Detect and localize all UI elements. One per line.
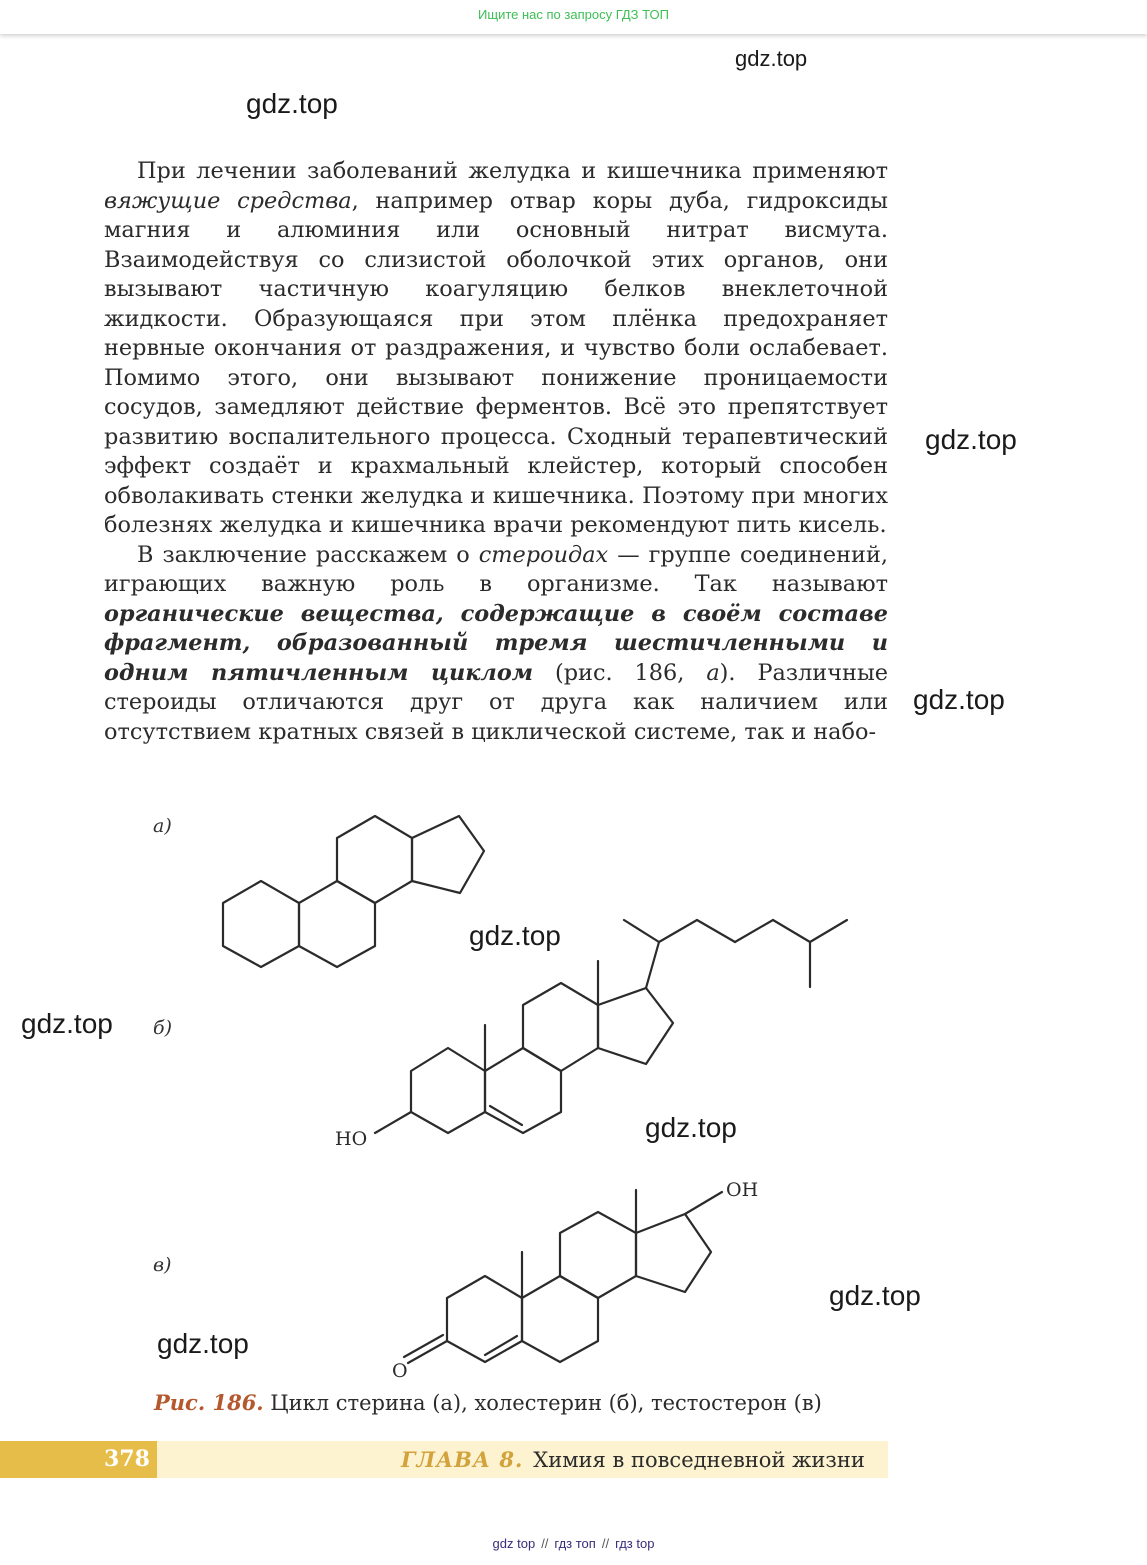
bottom-link[interactable]: гдз топ xyxy=(554,1536,596,1551)
hydroxyl-label-oh: OH xyxy=(726,1179,759,1201)
body-text xyxy=(104,157,888,747)
figure-label-b: б) xyxy=(153,1017,173,1039)
caption-prefix: Рис. 186. xyxy=(154,1390,264,1415)
watermark: gdz.top xyxy=(913,684,1005,715)
figure-label-c: в) xyxy=(153,1254,172,1276)
bottom-links: gdz top // гдз топ // гдз top xyxy=(492,1536,655,1551)
steroid-definition: органические вещества, содержащие в своём составе фрагмент, образованный тремя шестичленными и одним пятичленным циклом xyxy=(104,600,888,686)
caption-text: Цикл стерина (а), холестерин (б), тестостерон (в) xyxy=(263,1391,822,1415)
paragraph-steroids: В заключение расскажем о стероидах — группе соединений, играющих важную роль в организме. Так называют органические вещества, содержащие в своём составе фрагмент, образованный тремя шестичленными и одним пятичленным циклом (рис. 186, а). Различные стероиды отличаются друг от друга как наличием или отсутствием кратных связей в циклической системе, так и набо- xyxy=(104,541,889,745)
term-binding-agents: вяжущие средства xyxy=(104,187,352,214)
figure-caption xyxy=(154,1390,914,1415)
bottom-link[interactable]: гдз top xyxy=(615,1536,655,1551)
term-steroids: стероидах xyxy=(478,541,609,568)
hydroxyl-label-ho: HO xyxy=(335,1128,368,1150)
chapter-label: ГЛАВА 8. xyxy=(401,1447,524,1472)
watermark: gdz.top xyxy=(925,424,1017,455)
watermark: gdz.top xyxy=(735,46,808,71)
page-number: 378 xyxy=(0,1441,157,1478)
watermark: gdz.top xyxy=(157,1328,249,1359)
watermark: gdz.top xyxy=(21,1008,113,1039)
cholesterol-structure xyxy=(375,920,847,1133)
paragraph-binding-agents: При лечении заболеваний желудка и кишечника применяют вяжущие средства, например отвар коры дуба, гидроксиды магния и алюминия или основный нитрат висмута. Взаимодействуя со слизистой оболочкой этих органов, они вызывают частичную коагуляцию белков внеклеточной жидкости. Образующаяся при этом плёнка предохраняет нервные окончания от раздражения, и чувство боли ослабевает. Помимо этого, они вызывают понижение проницаемости сосудов, замедляют действие ферментов. Всё это препятствует развитию воспалительного процесса. Сходный терапевтический эффект создаёт и крахмальный клейстер, который способен обволакивать стенки желудка и кишечника. Поэтому при многих болезнях желудка и кишечника врачи рекомендуют пить кисель. xyxy=(104,158,888,538)
bottom-link[interactable]: gdz top xyxy=(492,1536,536,1551)
top-banner[interactable]: Ищите нас по запросу ГДЗ ТОП xyxy=(0,0,1147,34)
watermark: gdz.top xyxy=(246,88,338,119)
testosterone-structure xyxy=(404,1190,722,1363)
steroid-structures-figure xyxy=(0,790,1147,1390)
figure-label-a: а) xyxy=(153,815,172,837)
oxygen-label: O xyxy=(392,1360,408,1382)
watermark: gdz.top xyxy=(829,1280,921,1311)
sterane-ring-skeleton xyxy=(223,816,484,967)
watermark: gdz.top xyxy=(645,1112,737,1143)
chapter-heading xyxy=(401,1441,865,1478)
watermark: gdz.top xyxy=(469,920,561,951)
chapter-title: Химия в повседневной жизни xyxy=(533,1448,865,1472)
